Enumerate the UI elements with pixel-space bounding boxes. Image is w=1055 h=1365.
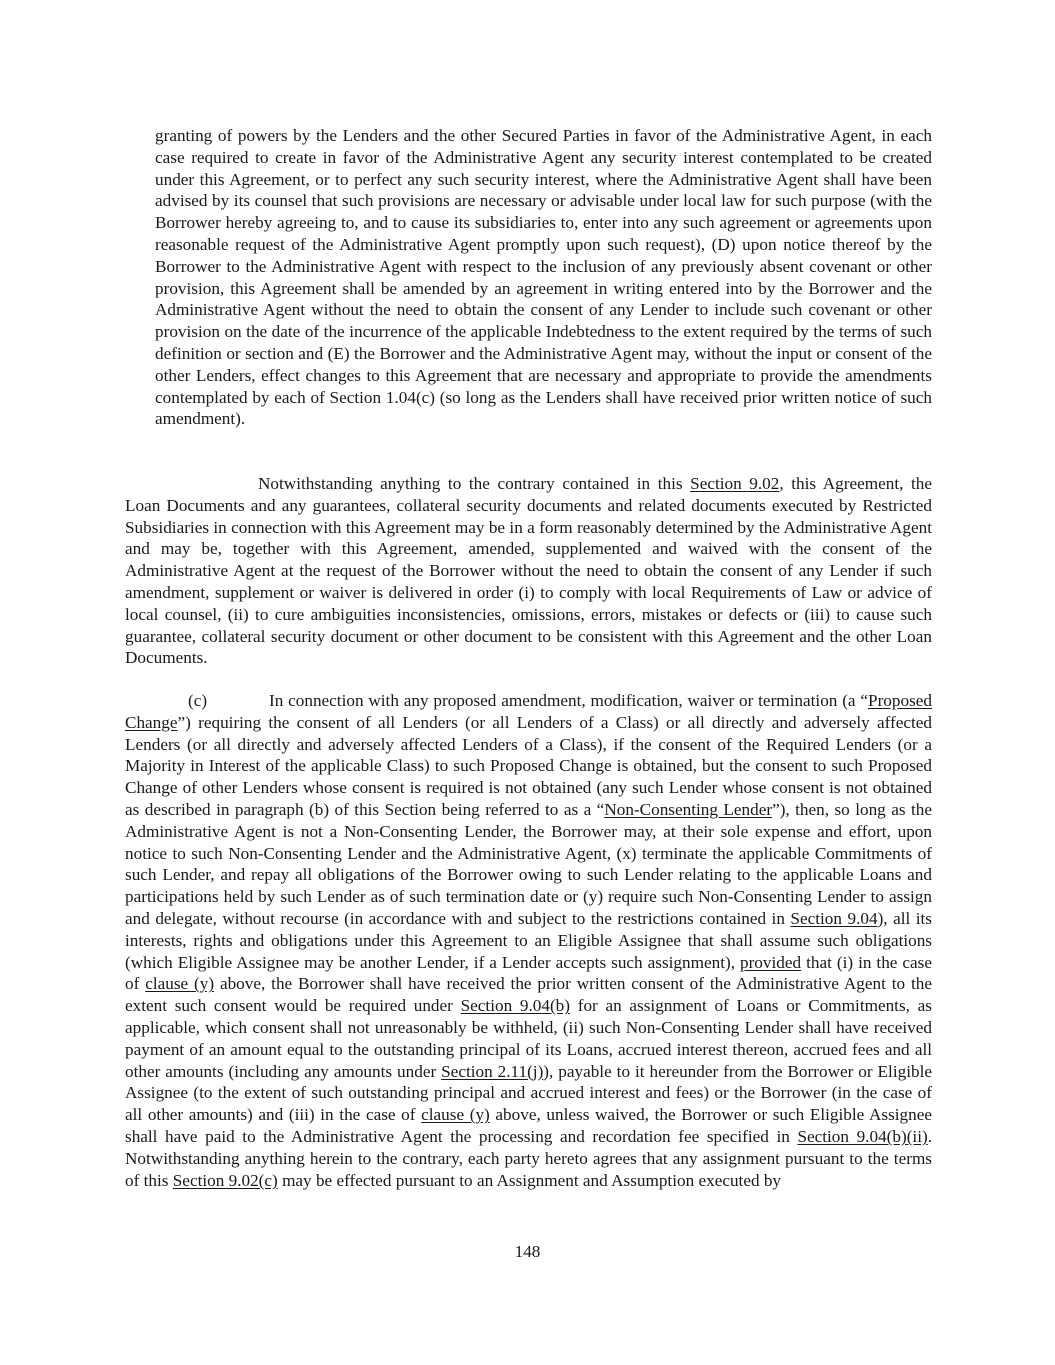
defined-term: Non-Consenting Lender bbox=[604, 799, 773, 819]
paragraph-text: ”) requiring the consent of all Lenders (or all Lenders of a Class) or all directly and adversely affected Lenders (or all directly and adversely affected Lenders of a Class), if the consent of the Required Lenders (or a Majority in Interest of the applicable Class) to such Proposed Change is obtained, but the consent to such Proposed Change of other Lenders whose consent is required is not obtained (any such Lender whose consent is not obtained as described in paragraph (b) of this Section being referred to as a “ bbox=[125, 712, 932, 819]
page-number: 148 bbox=[514, 1242, 541, 1261]
section-reference: Section 9.04 bbox=[790, 908, 878, 928]
section-reference: Section 9.02 bbox=[690, 474, 780, 493]
paragraph-c bbox=[125, 690, 932, 1191]
section-reference: Section 9.02(c) bbox=[172, 1170, 278, 1190]
paragraph-text: above, unless waived, the Borrower or such Eligible Assignee shall have paid to the Administrative Agent the processing and recordation fee specified in bbox=[125, 1105, 932, 1146]
paragraph-text: , this Agreement, the Loan Documents and any guarantees, collateral security documents and related documents executed by Restricted Subsidiaries in connection with this Agreement may be in a form reasonably determined by the Administrative Agent and may be, together with this Agreement, amended, supplemented and waived with the consent of the Administrative Agent at the request of the Borrower without the need to obtain the consent of any Lender if such amendment, supplement or waiver is delivered in order (i) to comply with local Requirements of Law or advice of local counsel, (ii) to cure ambiguities inconsistencies, omissions, errors, mistakes or defects or (iii) to cause such guarantee, collateral security document or other document to be consistent with this Agreement and the other Loan Documents. bbox=[125, 474, 932, 668]
section-reference: Section 9.04(b)(ii) bbox=[797, 1126, 928, 1146]
paragraph-text: for an assignment of Loans or Commitments, as applicable, which consent shall not unreasonably be withheld, (ii) such Non-Consenting Lender shall have received payment of an amount equal to the outstanding principal of its Loans, accrued interest thereon, accrued fees and all other amounts (including any amounts under bbox=[125, 996, 932, 1081]
paragraph-text: granting of powers by the Lenders and the other Secured Parties in favor of the Administrative Agent, in each case required to create in favor of the Administrative Agent any security interest contemplated to be created under this Agreement, or to perfect any such security interest, where the Administrative Agent shall have been advised by its counsel that such provisions are necessary or advisable under local law for such purpose (with the Borrower hereby agreeing to, and to cause its subsidiaries to, enter into any such agreement or agreements upon reasonable request of the Administrative Agent promptly upon such request), (D) upon notice thereof by the Borrower to the Administrative Agent with respect to the inclusion of any previously absent covenant or other provision, this Agreement shall be amended by an agreement in writing entered into by the Borrower and the Administrative Agent without the need to obtain the consent of any Lender to include such covenant or other provision on the date of the incurrence of the applicable Indebtedness to the extent required by the terms of such definition or section and (E) the Borrower and the Administrative Agent may, without the input or consent of the other Lenders, effect changes to this Agreement that are necessary and appropriate to provide the amendments contemplated by each of Section 1.04(c) (so long as the Lenders shall have received prior written notice of such amendment). bbox=[155, 126, 932, 429]
paragraph-text: ”), then, so long as the Administrative Agent is not a Non-Consenting Lender, the Borrower may, at their sole expense and effort, upon notice to such Non-Consenting Lender and the Administrative Agent, (x) terminate the applicable Commitments of such Lender, and repay all obligations of the Borrower owing to such Lender relating to the applicable Loans and participations held by such Lender as of such termination date or (y) require such Non-Consenting Lender to assign and delegate, without recourse (in accordance with and subject to the restrictions contained in bbox=[125, 799, 932, 928]
paragraph-text: that (i) in the case of bbox=[125, 952, 932, 994]
proviso-term: provided bbox=[739, 952, 802, 972]
paragraph-text: Notwithstanding anything to the contrary contained in this bbox=[258, 474, 691, 493]
paragraph-text: In connection with any proposed amendment, modification, waiver or termination (a “ bbox=[269, 691, 869, 710]
paragraph-text: may be effected pursuant to an Assignment and Assumption executed by bbox=[277, 1170, 782, 1190]
clause-reference: clause (y) bbox=[145, 974, 215, 994]
paragraph-text: above, the Borrower shall have received the prior written consent of the Administrative Agent to the extent such consent would be required under bbox=[125, 974, 932, 1016]
clause-reference: clause (y) bbox=[421, 1105, 490, 1125]
paragraph-notwithstanding bbox=[125, 473, 932, 669]
paragraph-text: ), payable to it hereunder from the Borrower or Eligible Assignee (to the extent of such outstanding principal and accrued interest and fees) or the Borrower (in the case of all other amounts) and (iii) in the case of bbox=[125, 1061, 932, 1125]
paragraph-text: . Notwithstanding anything herein to the contrary, each party hereto agrees that any assignment pursuant to the terms of this bbox=[125, 1126, 933, 1190]
section-reference: Section 9.04(b) bbox=[460, 996, 570, 1016]
paragraph-continuation bbox=[155, 125, 932, 430]
defined-term: Proposed Change bbox=[125, 691, 932, 732]
section-reference: Section 2.11(j) bbox=[441, 1061, 544, 1081]
paragraph-text: ), all its interests, rights and obligations under this Agreement to an Eligible Assignee that shall assume such obligations (which Eligible Assignee may be another Lender, if a Lender accepts such assignment), bbox=[125, 908, 932, 972]
paragraph-label: (c) bbox=[188, 691, 208, 710]
